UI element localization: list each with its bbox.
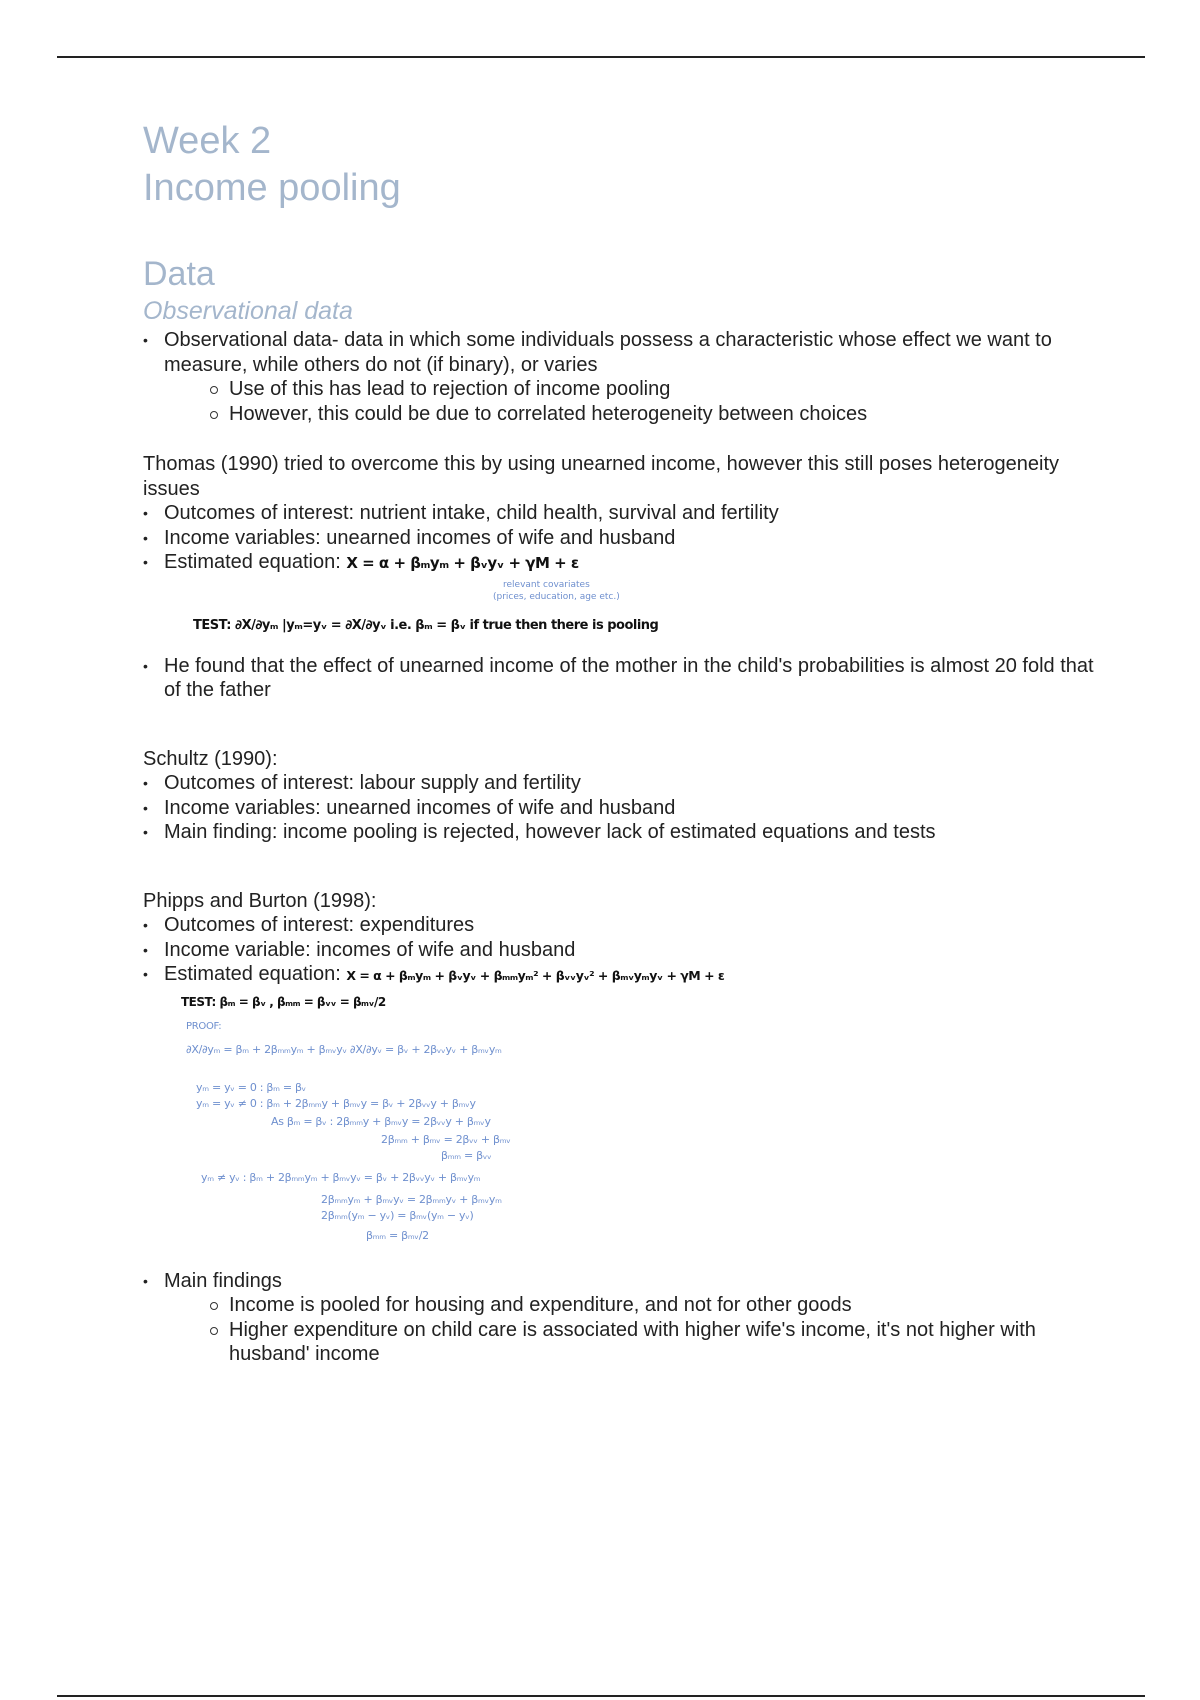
findings-sublist [164, 1293, 1103, 1367]
list-item: • He found that the effect of unearned income of the mother in the child's probabilities is almost 20 fold that of the father [143, 654, 1103, 703]
handwritten-test: TEST: ∂X/∂yₘ |yₘ=yᵥ = ∂X/∂yᵥ i.e. βₘ = βᵥ if true then there is pooling [193, 617, 659, 633]
handwritten-equation: X = α + βₘyₘ + βᵥyᵥ + βₘₘyₘ² + βᵥᵥyᵥ² + βₘᵥyₘyᵥ + γM + ε [346, 968, 725, 983]
list-item: • Outcomes of interest: nutrient intake, child health, survival and fertility [143, 501, 1103, 526]
observational-sublist [164, 377, 1103, 426]
findings-item: • Main findings Income is pooled for housing and expenditure, and not for other goods Higher expenditure on child care is associated with higher wife's income, it's not higher with husband' income [143, 1269, 1103, 1367]
document-page [143, 118, 1103, 1367]
list-item: However, this could be due to correlated heterogeneity between choices [164, 402, 1103, 427]
list-item: • Outcomes of interest: labour supply and fertility [143, 771, 1103, 796]
list-item: • Income variable: incomes of wife and husband [143, 938, 1103, 963]
title-line-1: Week 2 [143, 120, 272, 162]
thomas-equation-item [143, 550, 1103, 576]
title-line-2: Income pooling [143, 167, 401, 209]
section-subheading: Observational data [143, 297, 353, 325]
list-item: • Main finding: income pooling is rejected, however lack of estimated equations and tests [143, 820, 1103, 845]
handwritten-equation: X = α + βₘyₘ + βᵥyᵥ + γM + ε [346, 554, 579, 572]
bottom-rule [57, 1695, 1145, 1697]
thomas-finding-list [143, 654, 1103, 703]
handwritten-test: TEST: βₘ = βᵥ , βₘₘ = βᵥᵥ = βₘᵥ/2 [181, 994, 386, 1009]
thomas-intro: Thomas (1990) tried to overcome this by using unearned income, however this still poses heterogeneity issues [143, 453, 1060, 500]
list-item: • Income variables: unearned incomes of wife and husband [143, 796, 1103, 821]
proof-line: βₘₘ = βₘᵥ/2 [366, 1228, 429, 1242]
proof-line: βₘₘ = βᵥᵥ [441, 1148, 492, 1162]
page-title [143, 118, 1103, 212]
proof-line: As βₘ = βᵥ : 2βₘₘy + βₘᵥy = 2βᵥᵥy + βₘᵥy [271, 1114, 491, 1128]
phipps-equation-item [143, 962, 1103, 989]
equation-label: Estimated equation: [164, 551, 341, 573]
observational-bullet: • Observational data- data in which some individuals possess a characteristic whose effect we want to measure, while others do not (if binary), or varies Use of this has lead to rejection of income pooling However, this could be due to correlated heterogeneity between choices [143, 328, 1103, 426]
thomas-list [143, 501, 1103, 576]
section-heading: Data [143, 255, 215, 293]
covariates-note-detail: (prices, education, age etc.) [493, 591, 620, 602]
proof-line: 2βₘₘ + βₘᵥ = 2βᵥᵥ + βₘᵥ [381, 1132, 511, 1146]
equation-label: Estimated equation: [164, 963, 341, 985]
schultz-intro: Schultz (1990): [143, 747, 278, 770]
schultz-list [143, 771, 1103, 845]
list-item: Higher expenditure on child care is associated with higher wife's income, it's not higher with husband' income [164, 1318, 1103, 1367]
thomas-test-block [143, 576, 1103, 654]
list-item: Use of this has lead to rejection of income pooling [164, 377, 1103, 402]
covariates-note: relevant covariates [503, 579, 590, 590]
list-item: Income is pooled for housing and expenditure, and not for other goods [164, 1293, 1103, 1318]
proof-block [143, 989, 1103, 1269]
proof-line: 2βₘₘyₘ + βₘᵥyᵥ = 2βₘₘyᵥ + βₘᵥyₘ [321, 1192, 502, 1206]
list-item: • Income variables: unearned incomes of wife and husband [143, 526, 1103, 551]
phipps-findings-list [143, 1269, 1103, 1367]
proof-line: yₘ = yᵥ = 0 : βₘ = βᵥ [196, 1080, 306, 1094]
proof-line: yₘ = yᵥ ≠ 0 : βₘ + 2βₘₘy + βₘᵥy = βᵥ + 2βᵥᵥy + βₘᵥy [196, 1096, 476, 1110]
proof-label: PROOF: [186, 1020, 222, 1032]
phipps-intro: Phipps and Burton (1998): [143, 889, 377, 912]
proof-line: yₘ ≠ yᵥ : βₘ + 2βₘₘyₘ + βₘᵥyᵥ = βᵥ + 2βᵥᵥyᵥ + βₘᵥyₘ [201, 1170, 481, 1184]
phipps-list [143, 913, 1103, 989]
proof-line: 2βₘₘ(yₘ − yᵥ) = βₘᵥ(yₘ − yᵥ) [321, 1208, 474, 1222]
observational-list [143, 328, 1103, 426]
list-item: • Outcomes of interest: expenditures [143, 913, 1103, 938]
proof-line: ∂X/∂yₘ = βₘ + 2βₘₘyₘ + βₘᵥyᵥ ∂X/∂yᵥ = βᵥ + 2βᵥᵥyᵥ + βₘᵥyₘ [186, 1042, 502, 1056]
top-rule [57, 56, 1145, 58]
